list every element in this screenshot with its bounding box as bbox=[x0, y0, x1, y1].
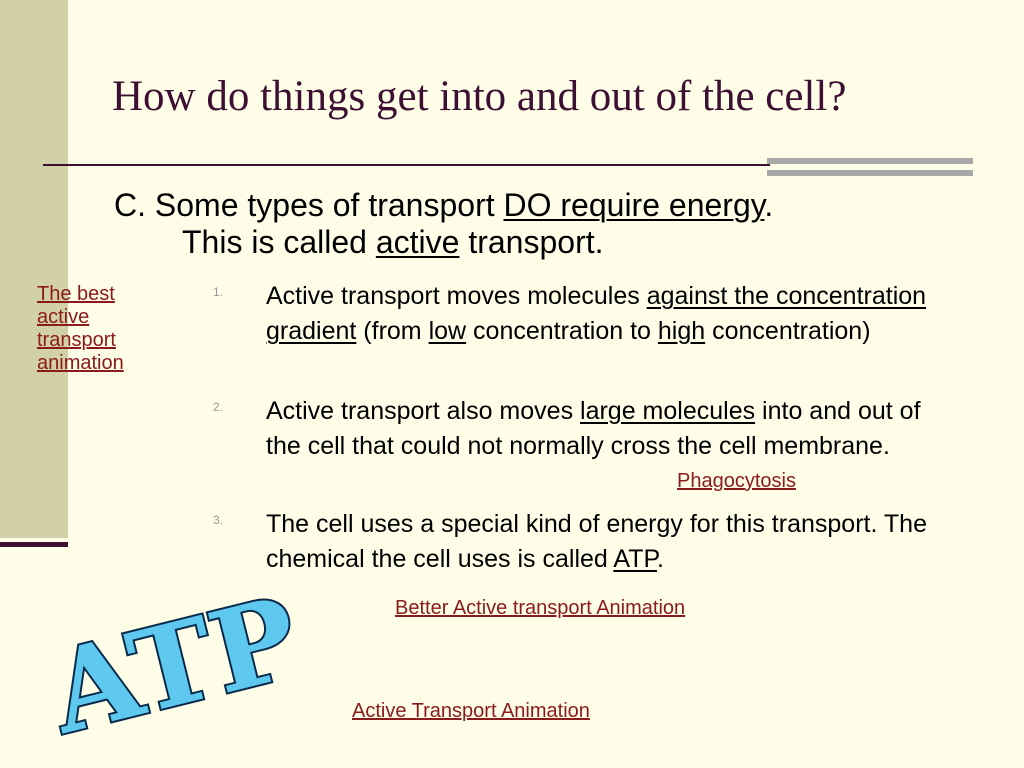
underlined-term: low bbox=[428, 317, 467, 345]
list-item-text bbox=[266, 394, 956, 464]
underlined-term: ATP bbox=[613, 545, 657, 573]
left-bar-divider bbox=[0, 542, 68, 547]
better-animation-link[interactable]: Better Active transport Animation bbox=[395, 597, 686, 619]
active-transport-animation-link[interactable]: Active Transport Animation bbox=[352, 700, 590, 722]
accent-divider-top bbox=[767, 158, 973, 164]
item-text-part: Active transport moves molecules bbox=[266, 282, 647, 310]
list-number: 3. bbox=[213, 513, 224, 527]
underlined-term: large molecules bbox=[580, 397, 756, 425]
main-point-line-1 bbox=[114, 187, 974, 224]
main-point-active-emphasis: active bbox=[375, 224, 460, 260]
item-text-part: into and out of the cell that could not normally cross the cell membrane. bbox=[266, 397, 921, 460]
main-point-line2-prefix: This is called bbox=[182, 224, 376, 260]
atp-logo-text: ATP bbox=[38, 572, 311, 760]
slide-title: How do things get into and out of the cell? bbox=[112, 73, 847, 120]
list-number: 2. bbox=[213, 400, 224, 414]
main-point-line-2 bbox=[114, 224, 974, 261]
left-sidebar-bar bbox=[0, 0, 68, 538]
list-item-text bbox=[266, 279, 956, 349]
underlined-term: against the concentration gradient bbox=[266, 282, 927, 345]
phagocytosis-link[interactable]: Phagocytosis bbox=[677, 470, 796, 492]
item-text-part: Active transport also moves bbox=[266, 397, 581, 425]
list-item-text bbox=[266, 507, 956, 577]
underlined-term: high bbox=[657, 317, 706, 345]
main-point-suffix: . bbox=[764, 187, 774, 223]
list-number: 1. bbox=[213, 285, 224, 299]
best-animation-link[interactable]: The best active transport animation bbox=[37, 283, 124, 374]
item-text-part: concentration) bbox=[705, 317, 871, 345]
item-text-part: . bbox=[656, 545, 664, 573]
item-text-part: The cell uses a special kind of energy for this transport. The chemical the cell uses is called bbox=[266, 510, 927, 573]
main-point-emphasis: DO require energy bbox=[503, 187, 765, 223]
item-text-part: concentration to bbox=[466, 317, 658, 345]
title-divider bbox=[43, 164, 770, 166]
main-point bbox=[114, 187, 974, 261]
atp-logo-icon bbox=[38, 548, 311, 760]
item-text-part: (from bbox=[356, 317, 429, 345]
main-point-line2-suffix: transport. bbox=[459, 224, 604, 260]
accent-divider-bottom bbox=[767, 170, 973, 176]
main-point-prefix: C. Some types of transport bbox=[114, 187, 504, 223]
